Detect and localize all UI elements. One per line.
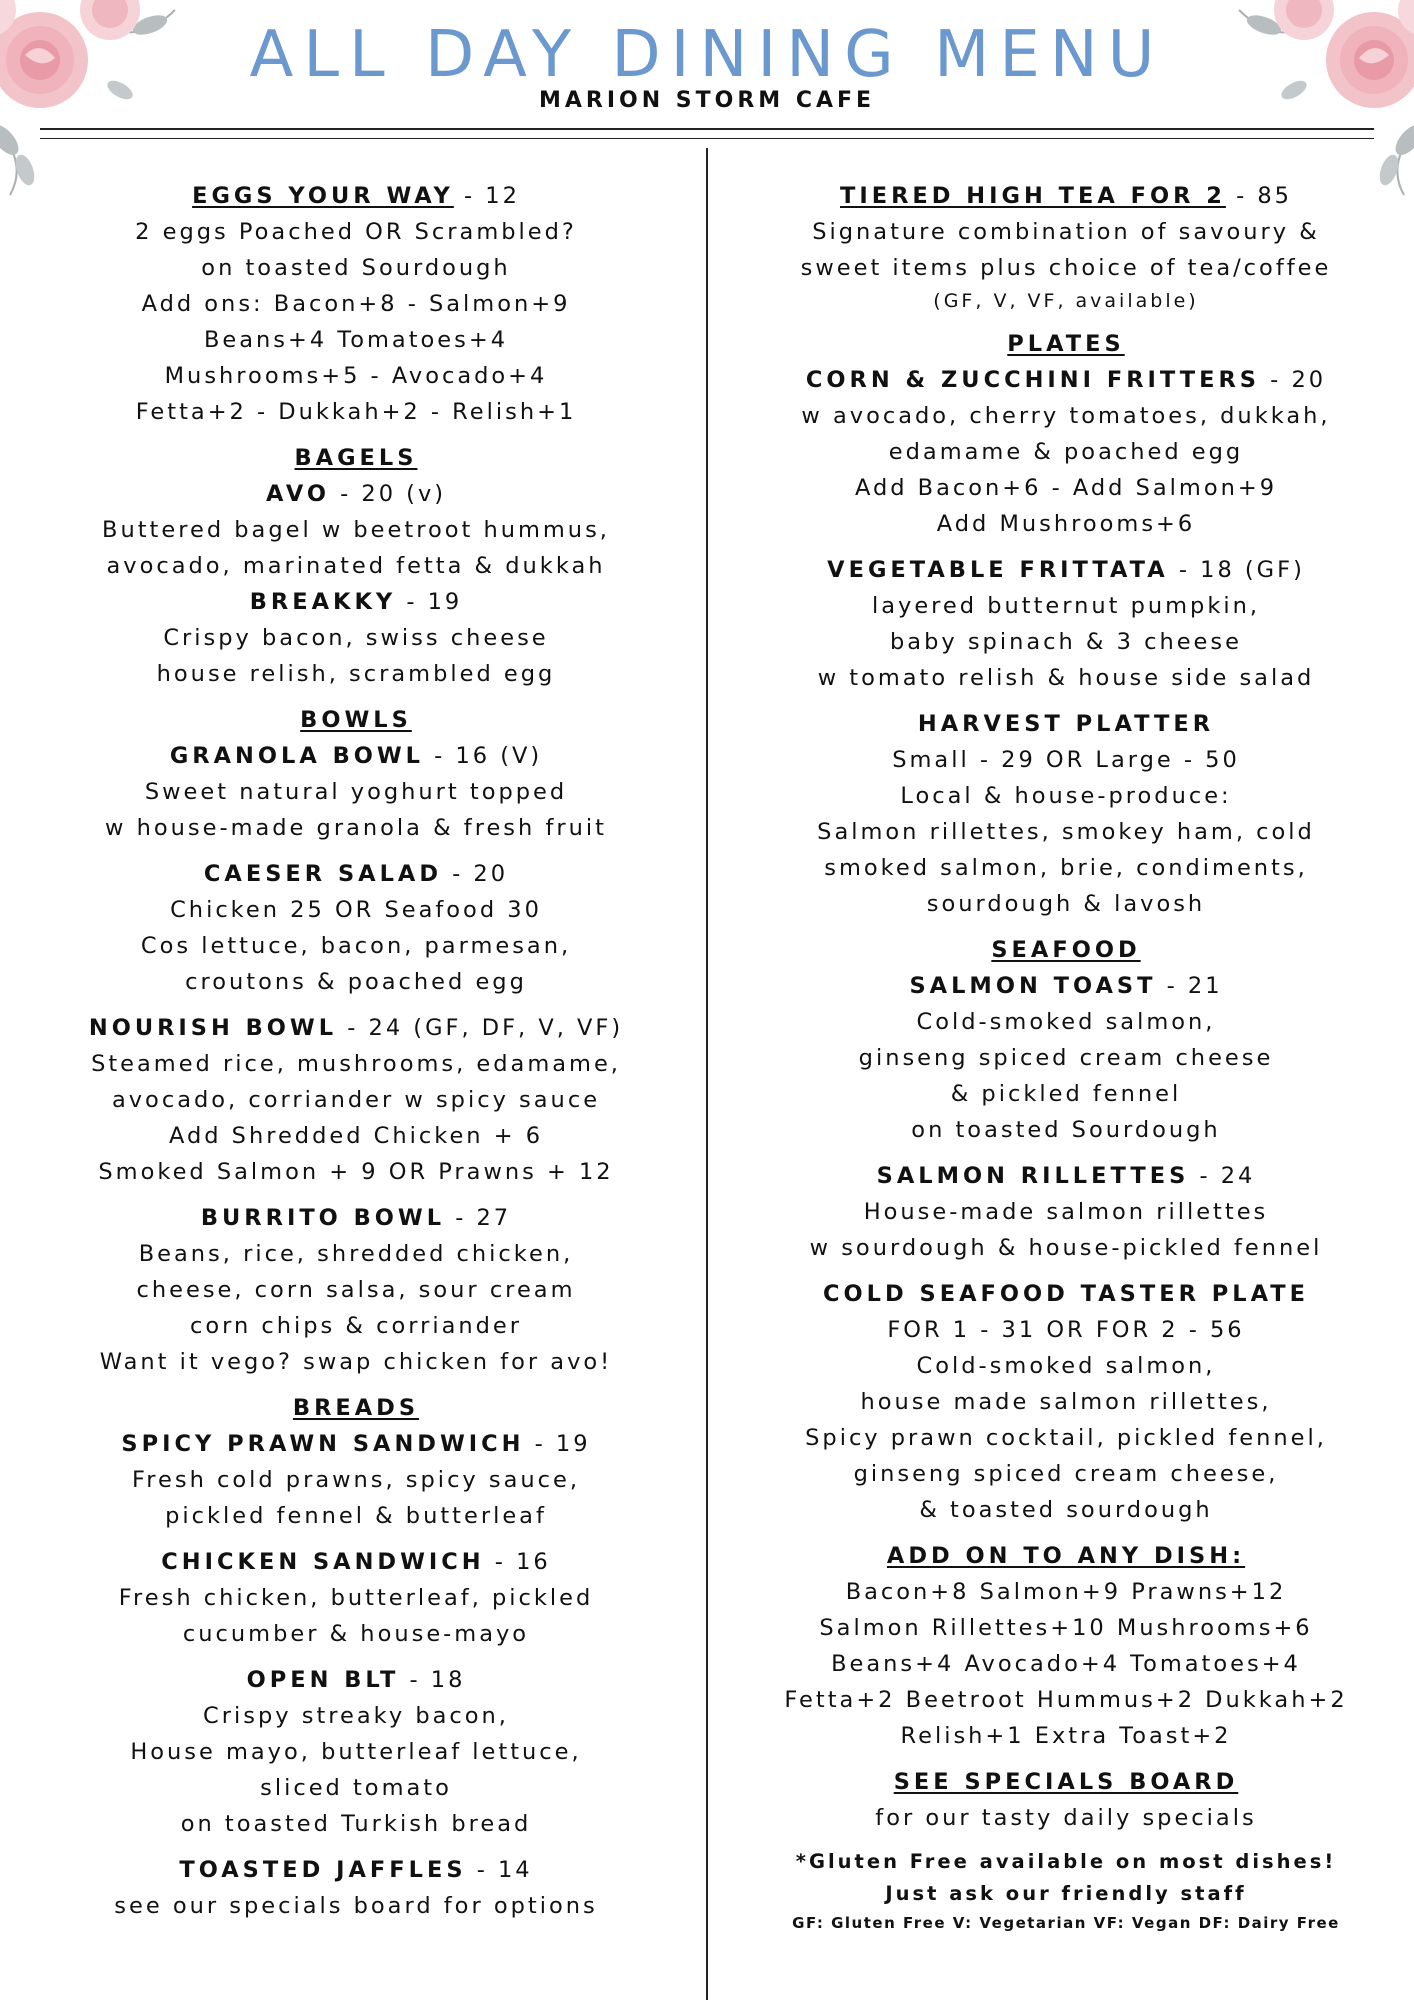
menu-item-prawn-sandwich: [36, 1426, 676, 1534]
item-desc: Spicy prawn cocktail, pickled fennel,: [805, 1425, 1327, 1451]
item-desc: on toasted Turkish bread: [180, 1811, 532, 1837]
item-desc: Fresh chicken, butterleaf, pickled: [118, 1585, 594, 1611]
item-name: BURRITO BOWL: [200, 1205, 446, 1231]
menu-item-caeser: [36, 856, 676, 1000]
item-desc: Beans, rice, shredded chicken,: [138, 1241, 574, 1267]
item-desc: Mushrooms+5 - Avocado+4: [164, 363, 548, 389]
item-name: SALMON RILLETTES: [876, 1163, 1190, 1189]
item-name: SALMON TOAST: [909, 973, 1157, 999]
item-desc: Cold-smoked salmon,: [916, 1353, 1216, 1379]
item-name: HARVEST PLATTER: [917, 711, 1215, 737]
column-divider: [706, 148, 708, 2000]
section-title-addons: ADD ON TO ANY DISH:: [886, 1543, 1246, 1569]
item-desc: layered butternut pumpkin,: [871, 593, 1261, 619]
cafe-name: MARION STORM CAFE: [538, 88, 876, 113]
item-desc: see our specials board for options: [114, 1893, 598, 1919]
item-desc: baby spinach & 3 cheese: [890, 629, 1242, 655]
section-title-seafood: SEAFOOD: [991, 937, 1141, 963]
item-name: VEGETABLE FRITTATA: [827, 557, 1169, 583]
item-desc: Add Bacon+6 - Add Salmon+9: [854, 475, 1278, 501]
item-price: - 24: [1189, 1163, 1256, 1189]
menu-item-jaffles: [36, 1852, 676, 1924]
section-title-bagels: BAGELS: [294, 445, 418, 471]
item-price: - 19: [524, 1431, 591, 1457]
left-column: [36, 178, 676, 1934]
menu-item-avo: [36, 476, 676, 584]
item-desc: cucumber & house-mayo: [182, 1621, 530, 1647]
item-price: - 24 (GF, DF, V, VF): [337, 1015, 624, 1041]
addons-block: [740, 1538, 1392, 1754]
menu-item-frittata: [740, 552, 1392, 696]
gluten-free-note: *Gluten Free available on most dishes!: [795, 1850, 1337, 1873]
item-price: - 19: [396, 589, 463, 615]
menu-item-nourish: [36, 1010, 676, 1190]
item-desc: avocado, corriander w spicy sauce: [111, 1087, 601, 1113]
section-title-bowls: BOWLS: [300, 707, 412, 733]
item-desc: w avocado, cherry tomatoes, dukkah,: [801, 403, 1331, 429]
item-desc: edamame & poached egg: [888, 439, 1244, 465]
section-title-plates: PLATES: [1007, 331, 1125, 357]
item-name: OPEN BLT: [246, 1667, 400, 1693]
item-desc: Steamed rice, mushrooms, edamame,: [91, 1051, 621, 1077]
item-price: - 14: [466, 1857, 533, 1883]
item-desc: on toasted Sourdough: [911, 1117, 1221, 1143]
addon-line: Bacon+8 Salmon+9 Prawns+12: [845, 1579, 1287, 1605]
addon-line: Beans+4 Avocado+4 Tomatoes+4: [831, 1651, 1301, 1677]
item-desc: House-made salmon rillettes: [863, 1199, 1269, 1225]
menu-item-fritters: [740, 362, 1392, 542]
menu-item-harvest-platter: [740, 706, 1392, 922]
item-name: SPICY PRAWN SANDWICH: [121, 1431, 525, 1457]
item-desc: Beans+4 Tomatoes+4: [203, 327, 509, 353]
dietary-note: (GF, V, VF, available): [933, 290, 1199, 312]
item-price: - 27: [445, 1205, 512, 1231]
item-name: TOASTED JAFFLES: [179, 1857, 467, 1883]
item-desc: Want it vego? swap chicken for avo!: [99, 1349, 613, 1375]
item-price: - 16 (V): [424, 743, 543, 769]
item-desc: Smoked Salmon + 9 OR Prawns + 12: [98, 1159, 614, 1185]
item-desc: cheese, corn salsa, sour cream: [136, 1277, 576, 1303]
item-desc: Cos lettuce, bacon, parmesan,: [140, 933, 572, 959]
item-desc: on toasted Sourdough: [201, 255, 511, 281]
item-desc: Fetta+2 - Dukkah+2 - Relish+1: [135, 399, 577, 425]
item-desc: sourdough & lavosh: [926, 891, 1206, 917]
addon-line: Relish+1 Extra Toast+2: [900, 1723, 1232, 1749]
menu-item-salmon-rillettes: [740, 1158, 1392, 1266]
item-desc: pickled fennel & butterleaf: [165, 1503, 547, 1529]
item-desc: sweet items plus choice of tea/coffee: [800, 255, 1332, 281]
item-desc: 2 eggs Poached OR Scrambled?: [135, 219, 577, 245]
item-price: - 18: [399, 1667, 466, 1693]
item-desc: croutons & poached egg: [185, 969, 527, 995]
menu-item-breakky: [36, 584, 676, 692]
item-desc: Add ons: Bacon+8 - Salmon+9: [141, 291, 571, 317]
item-price: - 20 (v): [329, 481, 447, 507]
header-rule: [40, 128, 1374, 130]
item-name: BREAKKY: [249, 589, 397, 615]
item-name: CHICKEN SANDWICH: [161, 1549, 485, 1575]
item-name: TIERED HIGH TEA FOR 2: [840, 183, 1226, 209]
item-desc: smoked salmon, brie, condiments,: [824, 855, 1308, 881]
item-desc: Buttered bagel w beetroot hummus,: [102, 517, 610, 543]
ask-staff-note: Just ask our friendly staff: [885, 1882, 1247, 1905]
menu-item-eggs: [36, 178, 676, 430]
item-desc: w sourdough & house-pickled fennel: [809, 1235, 1323, 1261]
addon-line: Salmon Rillettes+10 Mushrooms+6: [819, 1615, 1313, 1641]
item-name: AVO: [265, 481, 330, 507]
item-desc: Crispy streaky bacon,: [203, 1703, 509, 1729]
menu-item-open-blt: [36, 1662, 676, 1842]
item-name: NOURISH BOWL: [88, 1015, 338, 1041]
item-price: - 85: [1225, 183, 1292, 209]
menu-item-high-tea: [740, 178, 1392, 316]
item-name: COLD SEAFOOD TASTER PLATE: [823, 1281, 1309, 1307]
item-desc: FOR 1 - 31 OR FOR 2 - 56: [887, 1317, 1245, 1343]
item-price: - 20: [442, 861, 509, 887]
item-name: EGGS YOUR WAY: [192, 183, 454, 209]
dietary-legend: GF: Gluten Free V: Vegetarian VF: Vegan DF: Dairy Free: [792, 1914, 1340, 1932]
item-name: CORN & ZUCCHINI FRITTERS: [805, 367, 1261, 393]
item-price: - 12: [453, 183, 520, 209]
item-desc: Signature combination of savoury &: [812, 219, 1320, 245]
right-column: [740, 178, 1392, 1936]
menu-item-salmon-toast: [740, 968, 1392, 1148]
specials-block: [740, 1764, 1392, 1836]
item-price: - 21: [1156, 973, 1223, 999]
addon-line: Fetta+2 Beetroot Hummus+2 Dukkah+2: [784, 1687, 1348, 1713]
item-desc: House mayo, butterleaf lettuce,: [130, 1739, 582, 1765]
header-rule-thin: [40, 138, 1374, 139]
item-desc: house relish, scrambled egg: [156, 661, 556, 687]
menu-title: ALL DAY DINING MENU: [249, 18, 1165, 92]
item-desc: Small - 29 OR Large - 50: [892, 747, 1240, 773]
item-desc: & pickled fennel: [950, 1081, 1182, 1107]
item-desc: Add Mushrooms+6: [936, 511, 1196, 537]
item-desc: Chicken 25 OR Seafood 30: [170, 897, 542, 923]
menu-item-granola: [36, 738, 676, 846]
item-desc: Crispy bacon, swiss cheese: [163, 625, 549, 651]
item-price: - 18 (GF): [1168, 557, 1305, 583]
item-desc: ginseng spiced cream cheese,: [853, 1461, 1279, 1487]
footer-notes: [740, 1846, 1392, 1936]
item-name: CAESER SALAD: [203, 861, 442, 887]
specials-line: for our tasty daily specials: [875, 1805, 1257, 1831]
item-desc: w tomato relish & house side salad: [817, 665, 1315, 691]
menu-item-seafood-taster: [740, 1276, 1392, 1528]
item-desc: Local & house-produce:: [900, 783, 1232, 809]
item-price: - 16: [484, 1549, 551, 1575]
item-desc: Add Shredded Chicken + 6: [168, 1123, 544, 1149]
item-name: GRANOLA BOWL: [169, 743, 425, 769]
item-desc: house made salmon rillettes,: [860, 1389, 1272, 1415]
item-price: - 20: [1260, 367, 1327, 393]
section-title-specials: SEE SPECIALS BOARD: [893, 1769, 1239, 1795]
item-desc: ginseng spiced cream cheese: [858, 1045, 1274, 1071]
item-desc: w house-made granola & fresh fruit: [105, 815, 607, 841]
item-desc: Salmon rillettes, smokey ham, cold: [817, 819, 1315, 845]
menu-item-burrito: [36, 1200, 676, 1380]
item-desc: Fresh cold prawns, spicy sauce,: [131, 1467, 581, 1493]
item-desc: avocado, marinated fetta & dukkah: [106, 553, 606, 579]
item-desc: sliced tomato: [260, 1775, 452, 1801]
section-title-breads: BREADS: [292, 1395, 420, 1421]
item-desc: Cold-smoked salmon,: [916, 1009, 1216, 1035]
item-desc: Sweet natural yoghurt topped: [144, 779, 568, 805]
menu-item-chicken-sandwich: [36, 1544, 676, 1652]
item-desc: & toasted sourdough: [919, 1497, 1213, 1523]
item-desc: corn chips & corriander: [189, 1313, 523, 1339]
